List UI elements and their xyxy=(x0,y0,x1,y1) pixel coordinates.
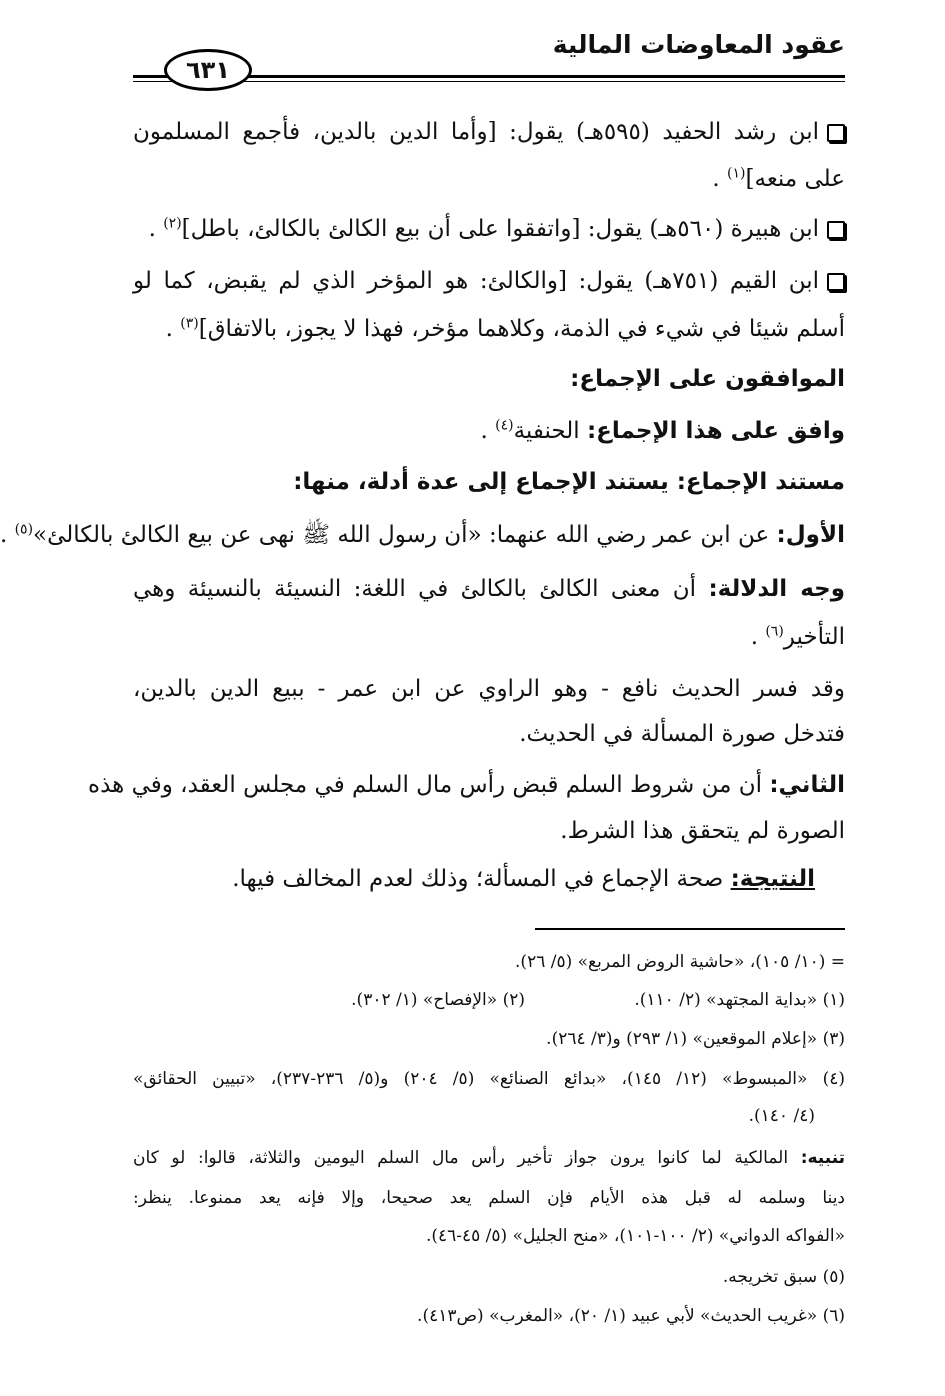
footnote-3: (٣) «إعلام الموقعين» (١/ ٢٩٣) و(٣/ ٢٦٤). xyxy=(546,1029,845,1049)
checkbox-bullet-icon xyxy=(827,124,845,142)
footnote-5: (٥) سبق تخريجه. xyxy=(722,1267,845,1287)
footnote-note-line1: تنبيه: المالكية لما كانوا يرون جواز تأخير رأس مال السلم اليومين والثلاثة، قالوا: لو كان xyxy=(133,1148,846,1168)
para-dalala-line2: التأخير$^{(٦)}$ . xyxy=(750,623,845,650)
para-second-line2: الصورة لم يتحقق هذا الشرط. xyxy=(560,818,845,844)
para-ibn-rushd-line1: ابن رشد الحفيد (٥٩٥هـ) يقول: [وأما الدين بالدين، فأجمع المسلمون xyxy=(133,117,845,147)
footnote-6: (٦) «غريب الحديث» لأبي عبيد (١/ ٢٠)، «المغرب» (ص٤١٣). xyxy=(417,1306,845,1326)
footnote-note-line3: «الفواكه الدواني» (٢/ ١٠٠-١٠١)، «منح الجليل» (٥/ ٤٥-٤٦). xyxy=(425,1226,845,1246)
footnote-4-line1: (٤) «المبسوط» (١٢/ ١٤٥)، «بدائع الصنائع» (٥/ ٢٠٤) و(٥/ ٢٣٦-٢٣٧)، «تبيين الحقائق» xyxy=(133,1069,846,1089)
footnote-separator xyxy=(535,928,845,930)
para-first-proof: الأول: عن ابن عمر رضي الله عنهما: «أن رسول الله ﷺ نهى عن بيع الكالئ بالكالئ»$^{(٥)}$ . xyxy=(0,521,845,548)
para-agree: وافق على هذا الإجماع: الحنفية$^{(٤)}$ . xyxy=(480,417,845,444)
page-number: ٦٣١ xyxy=(164,49,252,91)
para-result: النتيجة: صحة الإجماع في المسألة؛ وذلك لعدم المخالف فيها. xyxy=(232,866,815,892)
footnote-4-line2: (٤/ ١٤٠). xyxy=(748,1106,815,1126)
footnote-note-line2: دينا وسلمه له قبل هذه الأيام فإن السلم يعد صحيحا، وإلا فإنه يعد ممنوعا. ينظر: xyxy=(133,1188,845,1208)
para-nafi-line2: فتدخل صورة المسألة في الحديث. xyxy=(519,721,845,747)
checkbox-bullet-icon xyxy=(827,221,845,239)
footnote-ref: (١) xyxy=(727,165,746,182)
para-dalala-line1: وجه الدلالة: أن معنى الكالئ بالكالئ في اللغة: النسيئة بالنسيئة وهي xyxy=(133,576,846,602)
footnote-1: (١) «بداية المجتهد» (٢/ ١١٠). xyxy=(634,990,845,1010)
footnote-ref: (٦) xyxy=(765,623,784,640)
footnote-ref: (٣) xyxy=(180,315,199,332)
heading-basis: مستند الإجماع: يستند الإجماع إلى عدة أدلة، منها: xyxy=(293,469,845,495)
checkbox-bullet-icon xyxy=(827,273,845,291)
para-second-line1: الثاني: أن من شروط السلم قبض رأس مال السلم في مجلس العقد، وفي هذه xyxy=(88,772,845,798)
para-ibn-rushd-line2: على منعه]$^{(١)}$ . xyxy=(712,165,845,192)
para-ibn-hubayra: ابن هبيرة (٥٦٠هـ) يقول: [واتفقوا على أن بيع الكالئ بالكالئ، باطل]$^{(٢)}$ . xyxy=(149,214,845,244)
footnote-ref: (٢) xyxy=(163,215,182,232)
footnote-ref: (٤) xyxy=(495,417,514,434)
footnote-ref: (٥) xyxy=(14,521,34,538)
heading-agreeing: الموافقون على الإجماع: xyxy=(570,366,845,392)
footnote-2: (٢) «الإفصاح» (١/ ٣٠٢). xyxy=(351,990,525,1010)
para-nafi-line1: وقد فسر الحديث نافع - وهو الراوي عن ابن عمر - ببيع الدين بالدين، xyxy=(133,676,845,702)
running-header-title: عقود المعاوضات المالية xyxy=(552,30,845,59)
para-ibn-alqayyim-line1: ابن القيم (٧٥١هـ) يقول: [والكالئ: هو المؤخر الذي لم يقبض، كما لو xyxy=(133,266,845,296)
para-ibn-alqayyim-line2: أسلم شيئا في شيء في الذمة، وكلاهما مؤخر، فهذا لا يجوز، بالاتفاق]$^{(٣)}$ . xyxy=(165,315,845,342)
footnote-continuation: = (١٠/ ١٠٥)، «حاشية الروض المربع» (٥/ ٢٦). xyxy=(515,952,845,972)
